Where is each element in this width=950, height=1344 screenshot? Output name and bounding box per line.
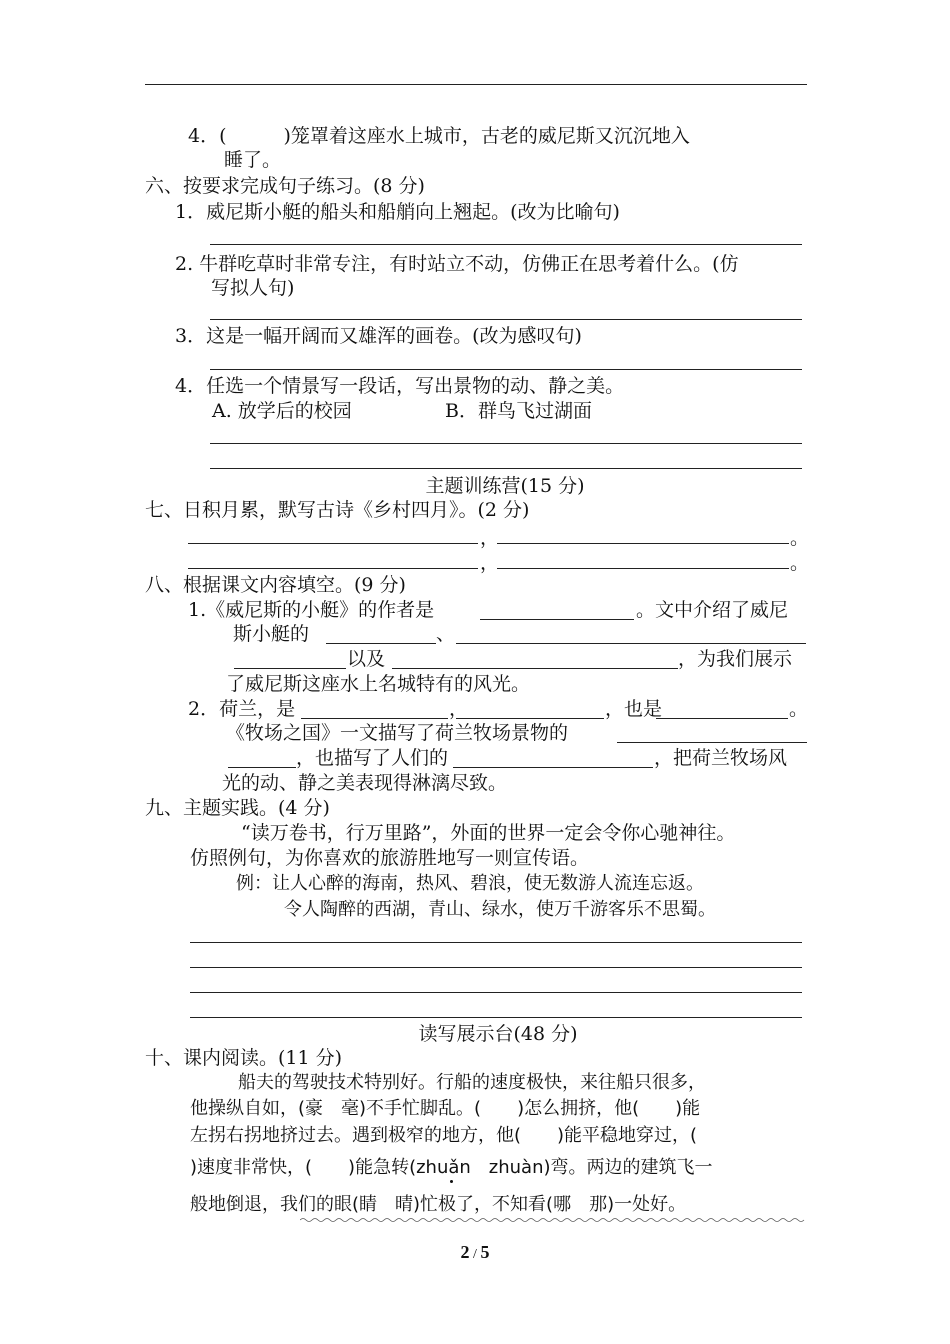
s6-q3: 3．这是一幅开阔而又雄浑的画卷。(改为感叹句) bbox=[175, 325, 582, 347]
page-current: 2 bbox=[460, 1242, 470, 1262]
s8-q2-d: 。 bbox=[789, 698, 809, 720]
s8-blank-holland-1[interactable] bbox=[301, 718, 448, 719]
s6-q4-answer-line-2[interactable] bbox=[210, 468, 802, 469]
s10-passage-line-1: 船夫的驾驶技术特别好。行船的速度极快，来往船只很多， bbox=[238, 1072, 706, 1093]
q5-item4-line1: 4．( )笼罩着这座水上城市，古老的威尼斯又沉沉地入 bbox=[188, 125, 690, 147]
q5-item4-line2: 睡了。 bbox=[224, 149, 282, 171]
wavy-underline bbox=[300, 1217, 805, 1223]
s8-blank-boat-3[interactable] bbox=[234, 668, 346, 669]
s6-q4: 4．任选一个情景写一段话，写出景物的动、静之美。 bbox=[175, 375, 625, 397]
s8-q1-g: 了威尼斯这座水上名城特有的风光。 bbox=[226, 673, 531, 695]
section-6-title: 六、按要求完成句子练习。(8 分) bbox=[145, 175, 425, 197]
section-banner-theme-camp: 主题训练营(15 分) bbox=[425, 475, 585, 497]
s10-passage-line-4: )速度非常快，( )能急转(zhuǎn zhuàn)弯。两边的建筑飞一 bbox=[190, 1157, 713, 1178]
s8-q2-f: ，也描写了人们的 bbox=[296, 747, 449, 769]
s10-passage-line-5: 般地倒退，我们的眼(睛 晴)忙极了，不知看(哪 那)一处好。 bbox=[190, 1194, 687, 1215]
s8-q2-c: ，也是 bbox=[605, 698, 663, 720]
s8-q2-e: 《牧场之国》一文描写了荷兰牧场景物的 bbox=[226, 722, 569, 744]
s9-answer-line-3[interactable] bbox=[190, 992, 802, 993]
poem-line-1b[interactable] bbox=[497, 543, 789, 544]
s8-blank-holland-2[interactable] bbox=[456, 718, 604, 719]
s8-q1-c: 斯小艇的 bbox=[233, 623, 310, 645]
s6-q1-answer-line[interactable] bbox=[210, 244, 802, 245]
s8-blank-author[interactable] bbox=[480, 619, 634, 620]
s8-q1-a: 1.《威尼斯的小艇》的作者是 bbox=[188, 599, 435, 621]
s8-q1-d: 、 bbox=[436, 623, 456, 645]
s8-q2-b: ， bbox=[449, 698, 469, 720]
s9-intro-1: “读万卷书，行万里路”，外面的世界一定会令你心驰神往。 bbox=[241, 822, 736, 844]
poem-line-1a[interactable] bbox=[188, 543, 478, 544]
s6-q4-option-a: A. 放学后的校园 bbox=[212, 400, 352, 422]
page-number: 2 / 5 bbox=[460, 1242, 490, 1262]
s10-passage-line-2: 他操纵自如，(豪 毫)不手忙脚乱。( )怎么拥挤，他( )能 bbox=[190, 1098, 701, 1119]
poem-comma-2: ， bbox=[480, 552, 500, 574]
s9-example-2: 令人陶醉的西湖，青山、绿水，使万千游客乐不思蜀。 bbox=[284, 899, 716, 920]
s9-answer-line-4[interactable] bbox=[190, 1017, 802, 1018]
s8-blank-boat-1[interactable] bbox=[326, 643, 436, 644]
s6-q2-line2: 写拟人句) bbox=[211, 277, 295, 299]
poem-period-2: 。 bbox=[790, 552, 810, 574]
emphasis-dot bbox=[450, 1180, 453, 1183]
s8-blank-scenery-a[interactable] bbox=[617, 742, 807, 743]
poem-line-2a[interactable] bbox=[188, 568, 478, 569]
s9-answer-line-2[interactable] bbox=[190, 967, 802, 968]
section-8-title: 八、根据课文内容填空。(9 分) bbox=[145, 574, 406, 596]
section-9-title: 九、主题实践。(4 分) bbox=[145, 797, 330, 819]
s6-q2-line1: 2. 牛群吃草时非常专注，有时站立不动，仿佛正在思考着什么。(仿 bbox=[175, 253, 739, 275]
s8-blank-boat-4[interactable] bbox=[392, 668, 678, 669]
s8-blank-boat-2[interactable] bbox=[456, 643, 806, 644]
s8-q2-h: 光的动、静之美表现得淋漓尽致。 bbox=[222, 772, 508, 794]
poem-line-2b[interactable] bbox=[497, 568, 789, 569]
page-total: 5 bbox=[480, 1242, 490, 1262]
s9-example-1: 例：让人心醉的海南，热风、碧浪，使无数游人流连忘返。 bbox=[236, 873, 704, 894]
s6-q4-answer-line-1[interactable] bbox=[210, 443, 802, 444]
s8-blank-scenery-b[interactable] bbox=[228, 767, 296, 768]
s6-q1: 1．威尼斯小艇的船头和船艄向上翘起。(改为比喻句) bbox=[175, 201, 620, 223]
s8-q1-b: 。文中介绍了威尼 bbox=[636, 599, 789, 621]
poem-comma-1: ， bbox=[480, 527, 500, 549]
section-7-title: 七、日积月累，默写古诗《乡村四月》。(2 分) bbox=[145, 499, 530, 521]
s8-q1-f: ，为我们展示 bbox=[678, 648, 793, 670]
s8-q1-e: 以及 bbox=[347, 648, 386, 670]
header-rule bbox=[145, 84, 807, 85]
section-banner-read-write: 读写展示台(48 分) bbox=[418, 1023, 578, 1045]
s6-q4-option-b: B．群鸟飞过湖面 bbox=[445, 400, 592, 422]
s6-q3-answer-line[interactable] bbox=[210, 369, 802, 370]
s8-blank-holland-3[interactable] bbox=[656, 718, 788, 719]
s9-intro-2: 仿照例句，为你喜欢的旅游胜地写一则宣传语。 bbox=[190, 847, 590, 869]
section-10-title: 十、课内阅读。(11 分) bbox=[145, 1047, 343, 1069]
s8-q2-g: ，把荷兰牧场风 bbox=[654, 747, 788, 769]
s10-passage-line-3: 左拐右拐地挤过去。遇到极窄的地方，他( )能平稳地穿过，( bbox=[190, 1125, 698, 1146]
s6-q2-answer-line[interactable] bbox=[210, 319, 802, 320]
s8-q2-a: 2．荷兰，是 bbox=[188, 698, 296, 720]
poem-period-1: 。 bbox=[790, 527, 810, 549]
s8-blank-people[interactable] bbox=[453, 767, 653, 768]
s9-answer-line-1[interactable] bbox=[190, 942, 802, 943]
